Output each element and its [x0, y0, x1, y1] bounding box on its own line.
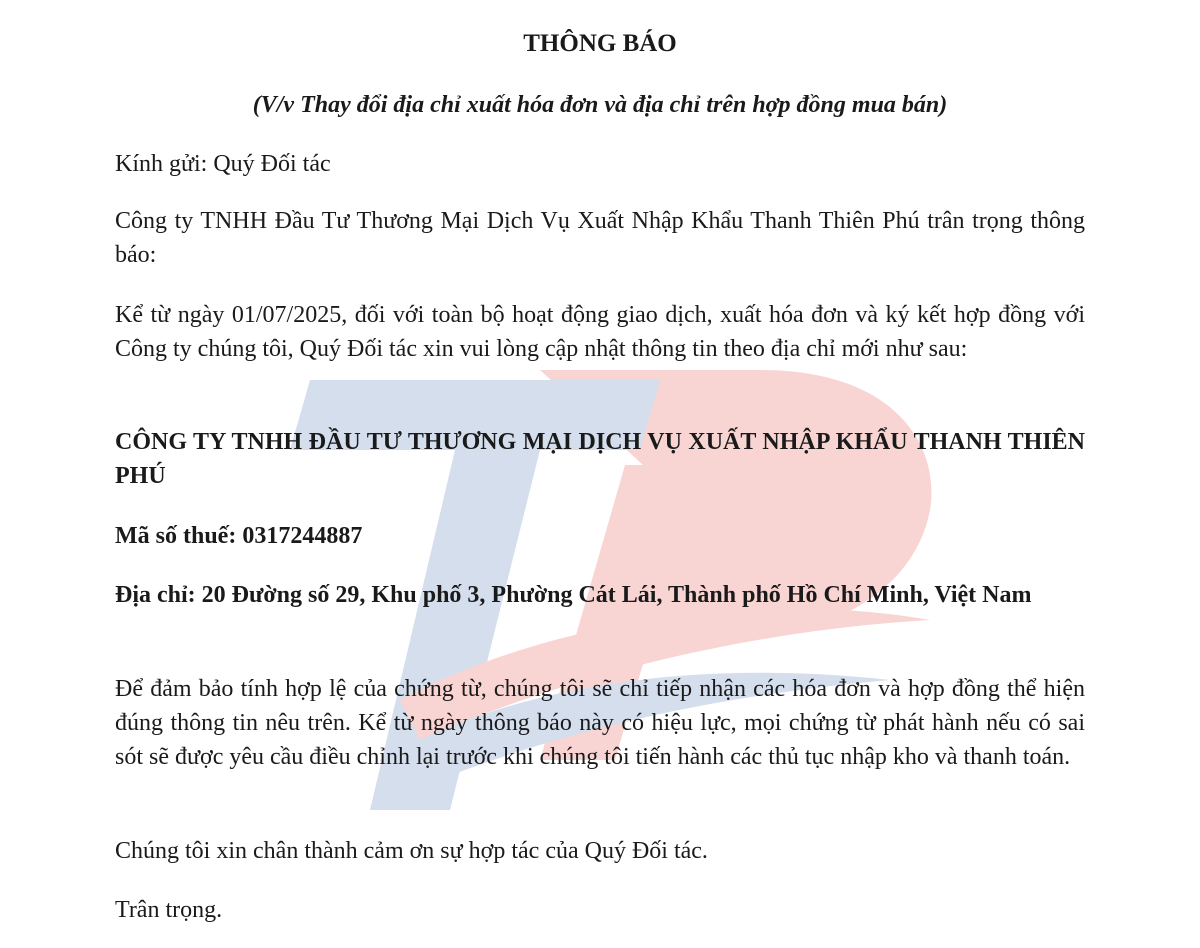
tax-code: Mã số thuế: 0317244887: [115, 523, 363, 549]
thanks-paragraph: Chúng tôi xin chân thành cảm ơn sự hợp tác của Quý Đối tác.: [115, 838, 708, 864]
company-name: CÔNG TY TNHH ĐẦU TƯ THƯƠNG MẠI DỊCH VỤ XUẤT NHẬP KHẨU THANH THIÊN PHÚ: [115, 429, 1085, 489]
compliance-paragraph: Để đảm bảo tính hợp lệ của chứng từ, chúng tôi sẽ chỉ tiếp nhận các hóa đơn và hợp đồng thể hiện đúng thông tin nêu trên. Kể từ ngày thông báo này có hiệu lực, mọi chứng từ phát hành nếu có sai sót sẽ được yêu cầu điều chỉnh lại trước khi chúng tôi tiến hành các thủ tục nhập kho và thanh toán.: [115, 676, 1085, 770]
closing-line: Trân trọng.: [115, 897, 223, 923]
company-address: Địa chỉ: 20 Đường số 29, Khu phố 3, Phường Cát Lái, Thành phố Hồ Chí Minh, Việt Nam: [115, 582, 1032, 608]
intro-paragraph: Công ty TNHH Đầu Tư Thương Mại Dịch Vụ Xuất Nhập Khẩu Thanh Thiên Phú trân trọng thông báo:: [115, 208, 1085, 268]
notice-title: THÔNG BÁO: [523, 30, 677, 57]
notice-subtitle: (V/v Thay đổi địa chỉ xuất hóa đơn và địa chỉ trên hợp đồng mua bán): [252, 92, 948, 118]
effective-date-paragraph: Kể từ ngày 01/07/2025, đối với toàn bộ hoạt động giao dịch, xuất hóa đơn và ký kết hợp đồng với Công ty chúng tôi, Quý Đối tác xin vui lòng cập nhật thông tin theo địa chỉ mới như sau:: [115, 302, 1085, 362]
salutation: Kính gửi: Quý Đối tác: [115, 151, 331, 177]
